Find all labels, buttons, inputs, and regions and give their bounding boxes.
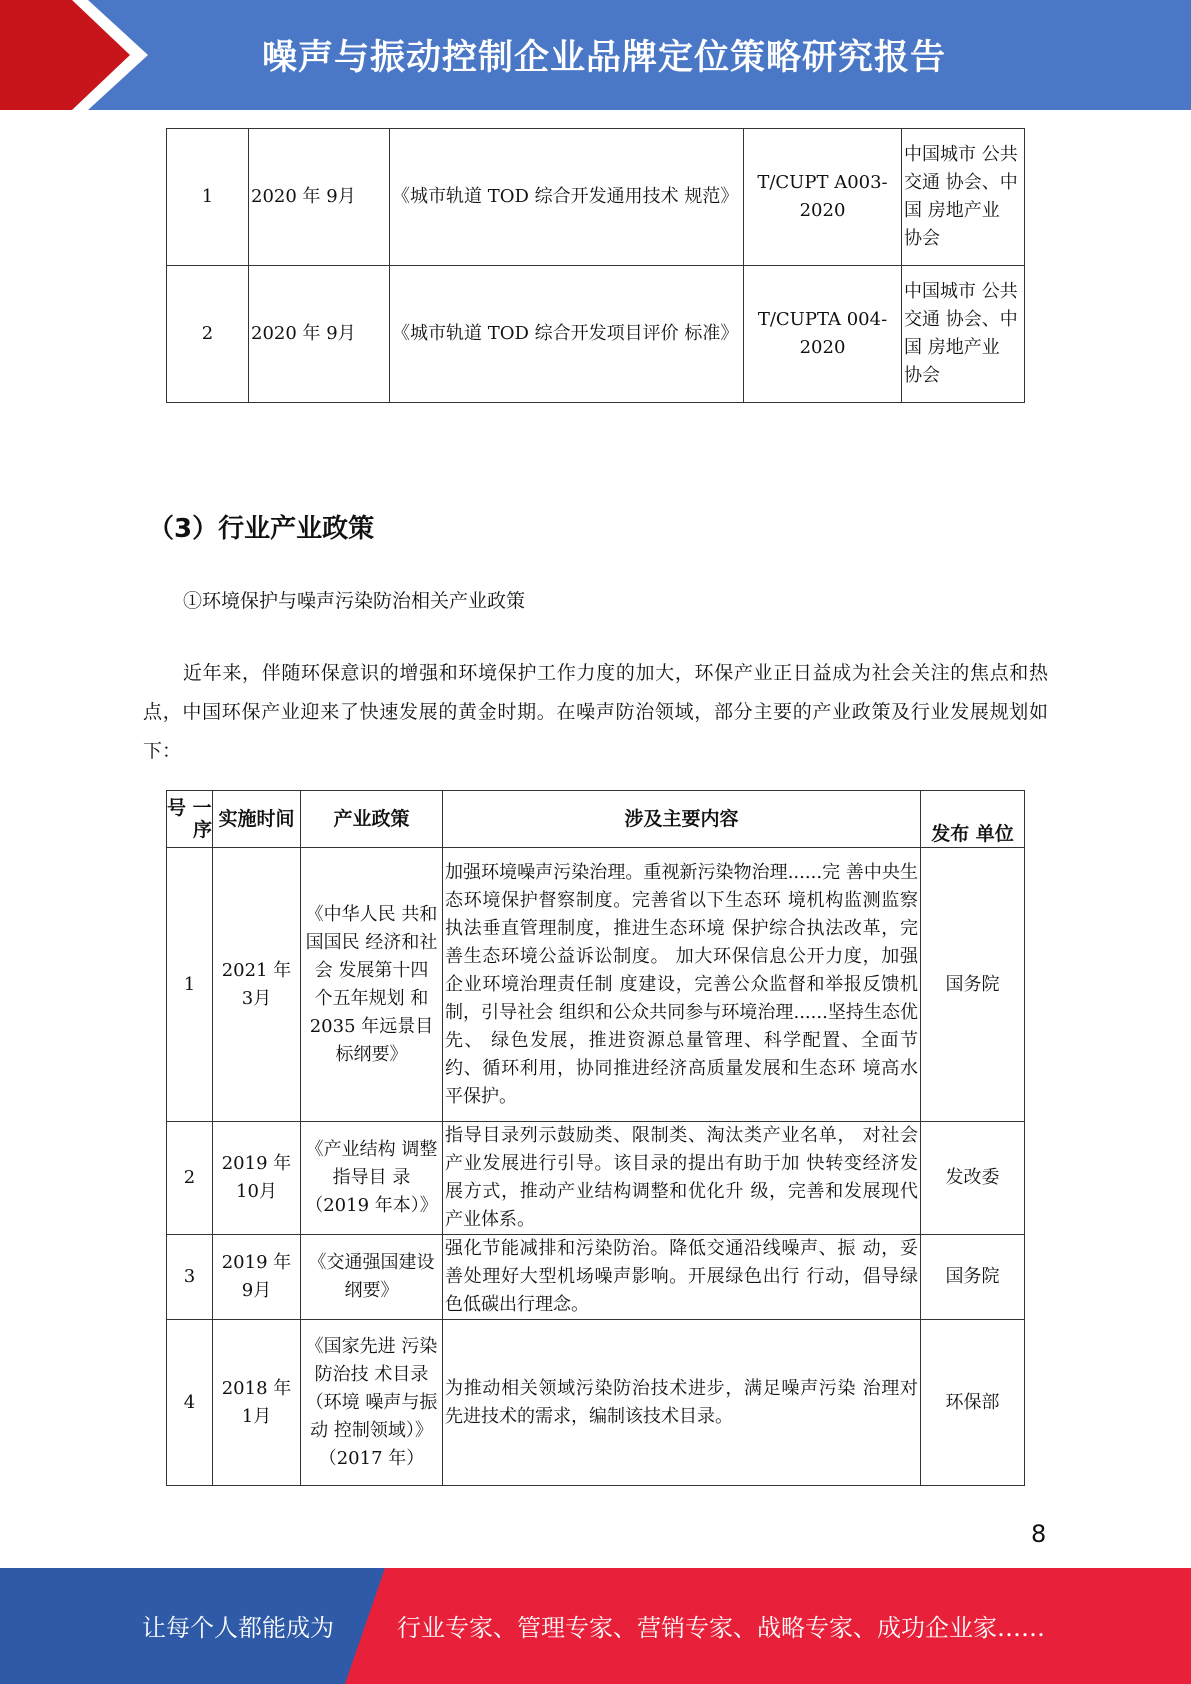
policy-name: 《产业结构 调整指导目 录（2019 年本）》 xyxy=(301,1122,443,1235)
footer-slogan-right: 行业专家、管理专家、营销专家、战略专家、成功企业家…… xyxy=(397,1614,1045,1642)
header-issuer: 发布 单位 xyxy=(921,791,1025,848)
section-title: （3）行业产业政策 xyxy=(148,514,375,544)
issuer: 发改委 xyxy=(921,1122,1025,1235)
table-row xyxy=(167,1235,1025,1320)
table-row xyxy=(167,848,1025,1122)
row-number: 1 xyxy=(167,129,249,266)
policy-table xyxy=(166,790,1025,1486)
header-time: 实施时间 xyxy=(213,791,301,848)
row-number: 4 xyxy=(167,1320,213,1486)
policy-name: 《国家先进 污染防治技 术目录（环境 噪声与振动 控制领域）》（2017 年） xyxy=(301,1320,443,1486)
policy-name: 《交通强国建设纲要》 xyxy=(301,1235,443,1320)
header-no-top: 号 一 xyxy=(167,797,212,819)
row-number: 3 xyxy=(167,1235,213,1320)
issuer: 国务院 xyxy=(921,1235,1025,1320)
release-date: 2020 年 9月 xyxy=(249,266,390,403)
standard-name: 《城市轨道 TOD 综合开发通用技术 规范》 xyxy=(390,129,744,266)
policy-content: 为推动相关领域污染防治技术进步，满足噪声污染 治理对先进技术的需求，编制该技术目录。 xyxy=(443,1320,921,1486)
table-row xyxy=(167,1122,1025,1235)
sub-heading: ①环境保护与噪声污染防治相关产业政策 xyxy=(183,590,526,612)
implementation-time: 2018 年 1月 xyxy=(213,1320,301,1486)
table-row xyxy=(167,129,1025,266)
table-row xyxy=(167,1320,1025,1486)
policy-content: 加强环境噪声污染治理。重视新污染物治理......完 善中央生态环境保护督察制度。完善省以下生态环 境机构监测监察执法垂直管理制度，推进生态环境 保护综合执法改革，完善生态环境公益诉讼制度。 加大环保信息公开力度，加强企业环境治理责任制 度建设，完善公众监督和举报反馈机制，引导社会 组织和公众共同参与环境治理......坚持生态优先、 绿色发展，推进资源总量管理、科学配置、全面节 约、循环利用，协同推进经济高质量发展和生态环 境高水平保护。 xyxy=(443,848,921,1122)
publisher: 中国城市 公共交通 协会、中国 房地产业 协会 xyxy=(902,266,1025,403)
implementation-time: 2019 年 9月 xyxy=(213,1235,301,1320)
table-header-row xyxy=(167,791,1025,848)
header-no xyxy=(167,791,213,848)
page-footer xyxy=(0,1568,1191,1684)
page-number: 8 xyxy=(1031,1520,1047,1548)
policy-content: 强化节能减排和污染防治。降低交通沿线噪声、振 动，妥善处理好大型机场噪声影响。开展绿色出行 行动，倡导绿色低碳出行理念。 xyxy=(443,1235,921,1320)
footer-slogan-left: 让每个人都能成为 xyxy=(142,1614,334,1642)
standards-table xyxy=(166,128,1025,403)
table-row xyxy=(167,266,1025,403)
policy-content: 指导目录列示鼓励类、限制类、淘汰类产业名单， 对社会产业发展进行引导。该目录的提出有助于加 快转变经济发展方式，推动产业结构调整和优化升 级，完善和发展现代产业体系。 xyxy=(443,1122,921,1235)
row-number: 1 xyxy=(167,848,213,1122)
publisher: 中国城市 公共交通 协会、中国 房地产业 协会 xyxy=(902,129,1025,266)
policy-name: 《中华人民 共和国国民 经济和社会 发展第十四 个五年规划 和 2035 年远景目标纲要》 xyxy=(301,848,443,1122)
intro-paragraph: 近年来，伴随环保意识的增强和环境保护工作力度的加大，环保产业正日益成为社会关注的焦点和热点，中国环保产业迎来了快速发展的黄金时期。在噪声防治领域，部分主要的产业政策及行业发展规划如下： xyxy=(143,662,1048,762)
standard-code: T/CUPT A003-2020 xyxy=(744,129,902,266)
header-policy: 产业政策 xyxy=(301,791,443,848)
row-number: 2 xyxy=(167,1122,213,1235)
standard-name: 《城市轨道 TOD 综合开发项目评价 标准》 xyxy=(390,266,744,403)
report-title: 噪声与振动控制企业品牌定位策略研究报告 xyxy=(262,38,947,78)
release-date: 2020 年 9月 xyxy=(249,129,390,266)
implementation-time: 2021 年 3月 xyxy=(213,848,301,1122)
page-header xyxy=(0,0,1191,110)
standard-code: T/CUPTA 004-2020 xyxy=(744,266,902,403)
row-number: 2 xyxy=(167,266,249,403)
header-content: 涉及主要内容 xyxy=(443,791,921,848)
header-no-bottom: 序 xyxy=(192,819,212,841)
implementation-time: 2019 年 10月 xyxy=(213,1122,301,1235)
issuer: 国务院 xyxy=(921,848,1025,1122)
issuer: 环保部 xyxy=(921,1320,1025,1486)
